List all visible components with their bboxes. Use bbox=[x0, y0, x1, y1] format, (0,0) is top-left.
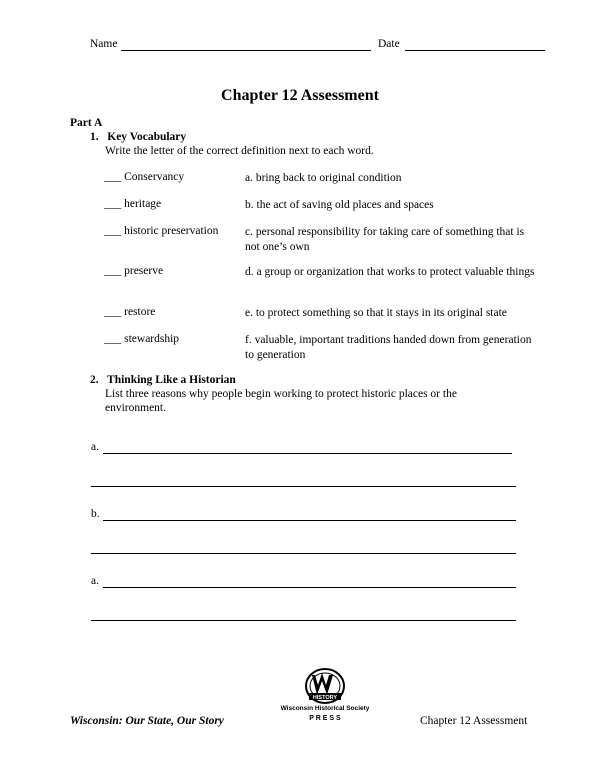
vocab-term: ___ stewardship bbox=[104, 333, 180, 345]
name-line[interactable] bbox=[121, 50, 371, 51]
vocab-term: ___ historic preservation bbox=[104, 225, 219, 237]
vocab-definition: e. to protect something so that it stays in its original state bbox=[245, 307, 507, 319]
logo-org-name: Wisconsin Historical Society bbox=[280, 705, 370, 712]
section2-instruction-line2: environment. bbox=[105, 402, 166, 414]
answer-line[interactable] bbox=[103, 587, 516, 588]
footer-chapter: Chapter 12 Assessment bbox=[420, 715, 528, 727]
answer-line[interactable] bbox=[103, 520, 516, 521]
date-line[interactable] bbox=[405, 50, 545, 51]
section2-heading: 2. Thinking Like a Historian bbox=[90, 374, 236, 386]
section1-heading: 1. Key Vocabulary bbox=[90, 131, 187, 143]
vocab-term: ___ preserve bbox=[104, 265, 164, 277]
answer-label: a. bbox=[91, 575, 99, 587]
vocab-term: ___ heritage bbox=[104, 198, 162, 210]
part-label: Part A bbox=[70, 117, 103, 129]
page-title: Chapter 12 Assessment bbox=[221, 87, 379, 104]
answer-line[interactable] bbox=[91, 553, 516, 554]
vocab-definition: a. bring back to original condition bbox=[245, 172, 402, 184]
answer-line[interactable] bbox=[103, 453, 512, 454]
name-label: Name bbox=[90, 38, 118, 50]
date-label: Date bbox=[378, 38, 400, 50]
section2-instruction-line1: List three reasons why people begin working to protect historic places or the bbox=[105, 388, 457, 400]
logo-press: P R E S S bbox=[309, 715, 341, 722]
vocab-definition: f. valuable, important traditions handed down from generation to generation bbox=[245, 334, 532, 361]
vocab-definition: b. the act of saving old places and spaces bbox=[245, 199, 434, 211]
vocab-term: ___ restore bbox=[104, 306, 156, 318]
vocab-term: ___ Conservancy bbox=[104, 171, 185, 183]
answer-line[interactable] bbox=[91, 486, 516, 487]
logo-emblem-text: HISTORY bbox=[312, 695, 338, 701]
wisconsin-history-logo bbox=[295, 665, 355, 707]
vocab-definition: c. personal responsibility for taking care of something that is not one’s own bbox=[245, 226, 525, 253]
answer-line[interactable] bbox=[91, 620, 516, 621]
answer-label: a. bbox=[91, 441, 99, 453]
vocab-definition: d. a group or organization that works to protect valuable things bbox=[245, 266, 535, 278]
footer-book-title: Wisconsin: Our State, Our Story bbox=[70, 715, 224, 727]
section1-instruction: Write the letter of the correct definition next to each word. bbox=[105, 145, 374, 157]
answer-label: b. bbox=[91, 508, 100, 520]
